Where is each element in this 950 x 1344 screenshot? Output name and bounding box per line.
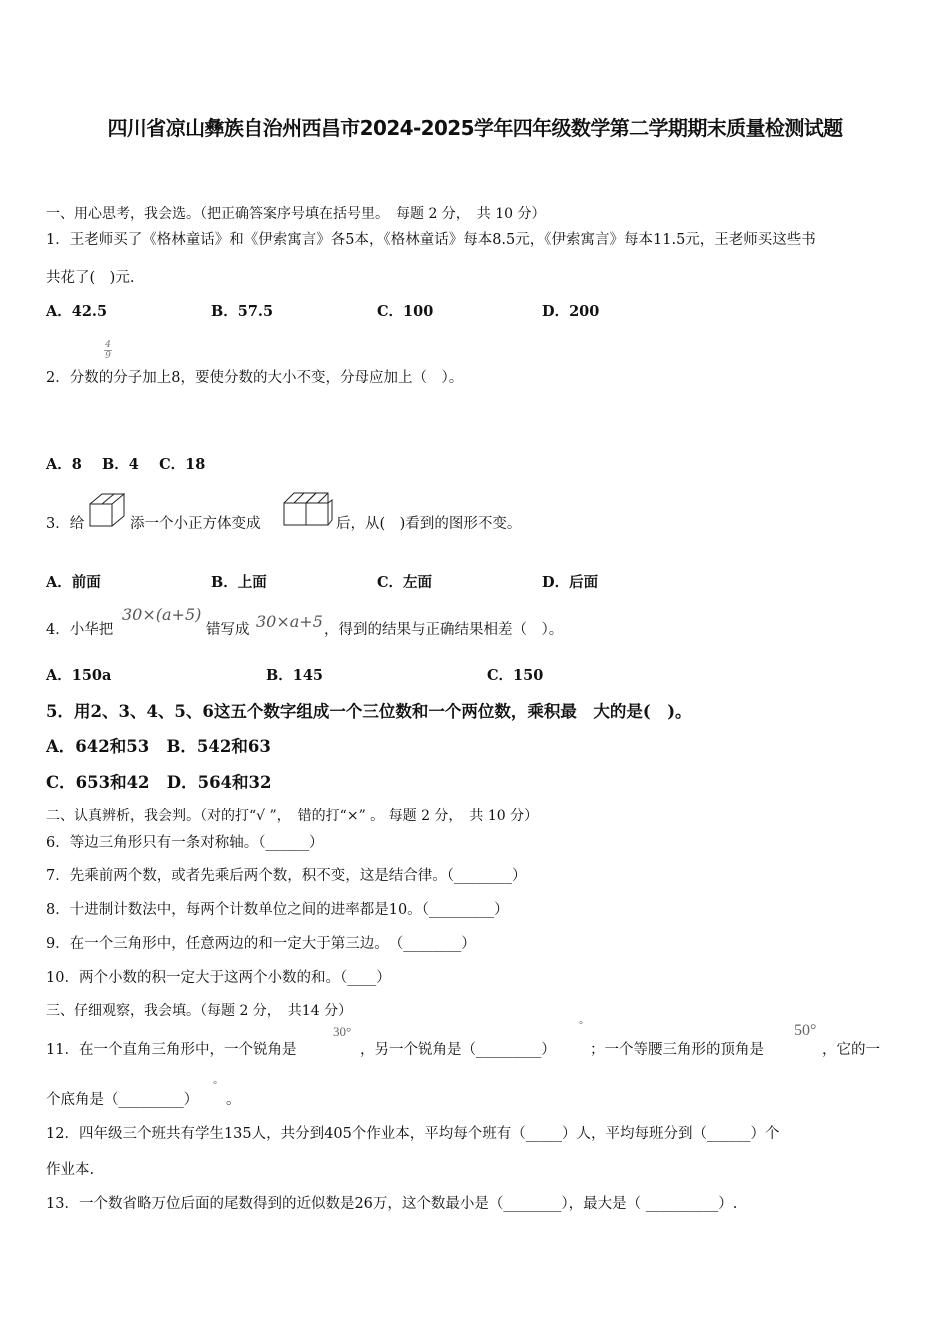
q11-angle-30: 30° [333,1024,352,1039]
question-2 [46,366,463,387]
question-3-middle: 添一个小正方体变成 [130,516,261,532]
judge-question-6: 6．等边三角形只有一条对称轴。（______） [46,835,324,851]
q2-option-a: A．8 [46,456,82,473]
q2-fraction [103,340,113,361]
q5-option-c: C．653和42 [46,773,150,792]
q2-suffix: 的分子加上8，要使分数的大小不变，分母应加上（ ）。 [98,370,464,386]
q2-option-c: C．18 [159,456,206,473]
q11-degree-mark: ° [579,1020,583,1031]
question-3-suffix: 后，从( )看到的图形不变。 [336,516,522,532]
page-title: 四川省凉山彝族自治州西昌市2024-2025学年四年级数学第二学期期末质量检测试题 [107,116,843,140]
question-13: 13．一个数省略万位后面的尾数得到的近似数是26万，这个数最小是（________），最大是（ __________）. [46,1196,738,1212]
question-11-line2: 个底角是（_________） [46,1092,199,1108]
section-heading-2: 二、认真辨析，我会判。（对的打“√ ”， 错的打“×” 。 每题 2 分， 共 10 分） [46,808,539,824]
q2-prefix: 2．分数 [46,370,99,386]
q3-option-b: B．上面 [211,574,267,591]
q5-options-row2 [46,769,272,793]
q4-option-a: A．150a [46,667,112,684]
q5-option-a: A．642和53 [46,737,150,756]
question-12-line2: 作业本. [46,1162,95,1178]
q11-angle-50: 50° [794,1022,817,1039]
judge-question-9: 9．在一个三角形中，任意两边的和一定大于第三边。 （________） [46,936,476,952]
question-11-middle2: ；一个等腰三角形的顶角是 [590,1042,764,1058]
question-4-suffix: ，得到的结果与正确结果相差（ ）。 [324,622,564,638]
q2-fraction-denominator: 9 [105,351,111,361]
question-12-line1: 12．四年级三个班共有学生135人，共分到405个作业本，平均每个班有（_____）人，平均每班分到（______）个 [46,1126,780,1142]
q3-option-d: D．后面 [542,574,599,591]
q2-option-b: B．4 [102,456,139,473]
question-11-line2-end: 。 [226,1092,241,1108]
section-heading-3: 三、仔细观察，我会填。（每题 2 分， 共14 分） [46,1003,353,1019]
q5-option-b: B．542和63 [166,737,271,756]
q4-expression-correct: 30×(a+5) [122,605,202,624]
question-3-prefix: 3．给 [46,516,85,532]
q1-option-a: A．42.5 [46,303,108,320]
judge-question-10: 10．两个小数的积一定大于这两个小数的和。（____） [46,970,391,986]
section-heading-1: 一、用心思考，我会选。（把正确答案序号填在括号里。 每题 2 分， 共 10 分） [46,206,546,222]
q5-option-d: D．564和32 [166,773,272,792]
q4-option-c: C．150 [487,667,544,684]
question-11-prefix: 11．在一个直角三角形中，一个锐角是 [46,1042,297,1058]
q11-line2-degree: ° [213,1080,217,1091]
judge-question-7: 7．先乘前两个数，或者先乘后两个数，积不变，这是结合律。（________） [46,868,527,884]
q1-option-d: D．200 [542,303,600,320]
q4-expression-wrong: 30×a+5 [256,612,323,631]
q3-option-a: A．前面 [46,574,101,591]
judge-question-8: 8．十进制计数法中，每两个计数单位之间的进率都是10。（_________） [46,902,509,918]
cube-figure-one [88,490,128,528]
question-1-line2: 共花了( )元. [46,270,135,286]
q3-option-c: C．左面 [377,574,433,591]
question-5: 5．用2、3、4、5、6这五个数字组成一个三位数和一个两位数，乘积最 大的是( )。 [46,702,692,721]
q2-fraction-numerator: 4 [105,340,111,350]
q1-option-c: C．100 [377,303,434,320]
question-11-suffix: ，它的一 [822,1042,880,1058]
q2-options [46,453,205,474]
cube-figure-two [282,488,334,528]
question-11-middle: ，另一个锐角是（_________） [360,1042,556,1058]
q4-option-b: B．145 [266,667,324,684]
q5-options-row1 [46,733,271,757]
q1-option-b: B．57.5 [211,303,274,320]
question-4-middle: 错写成 [206,622,250,638]
question-4-prefix: 4．小华把 [46,622,114,638]
question-1-line1: 1．王老师买了《格林童话》和《伊索寓言》各5本，《格林童话》每本8.5元，《伊索寓言》每本11.5元，王老师买这些书 [46,232,816,248]
